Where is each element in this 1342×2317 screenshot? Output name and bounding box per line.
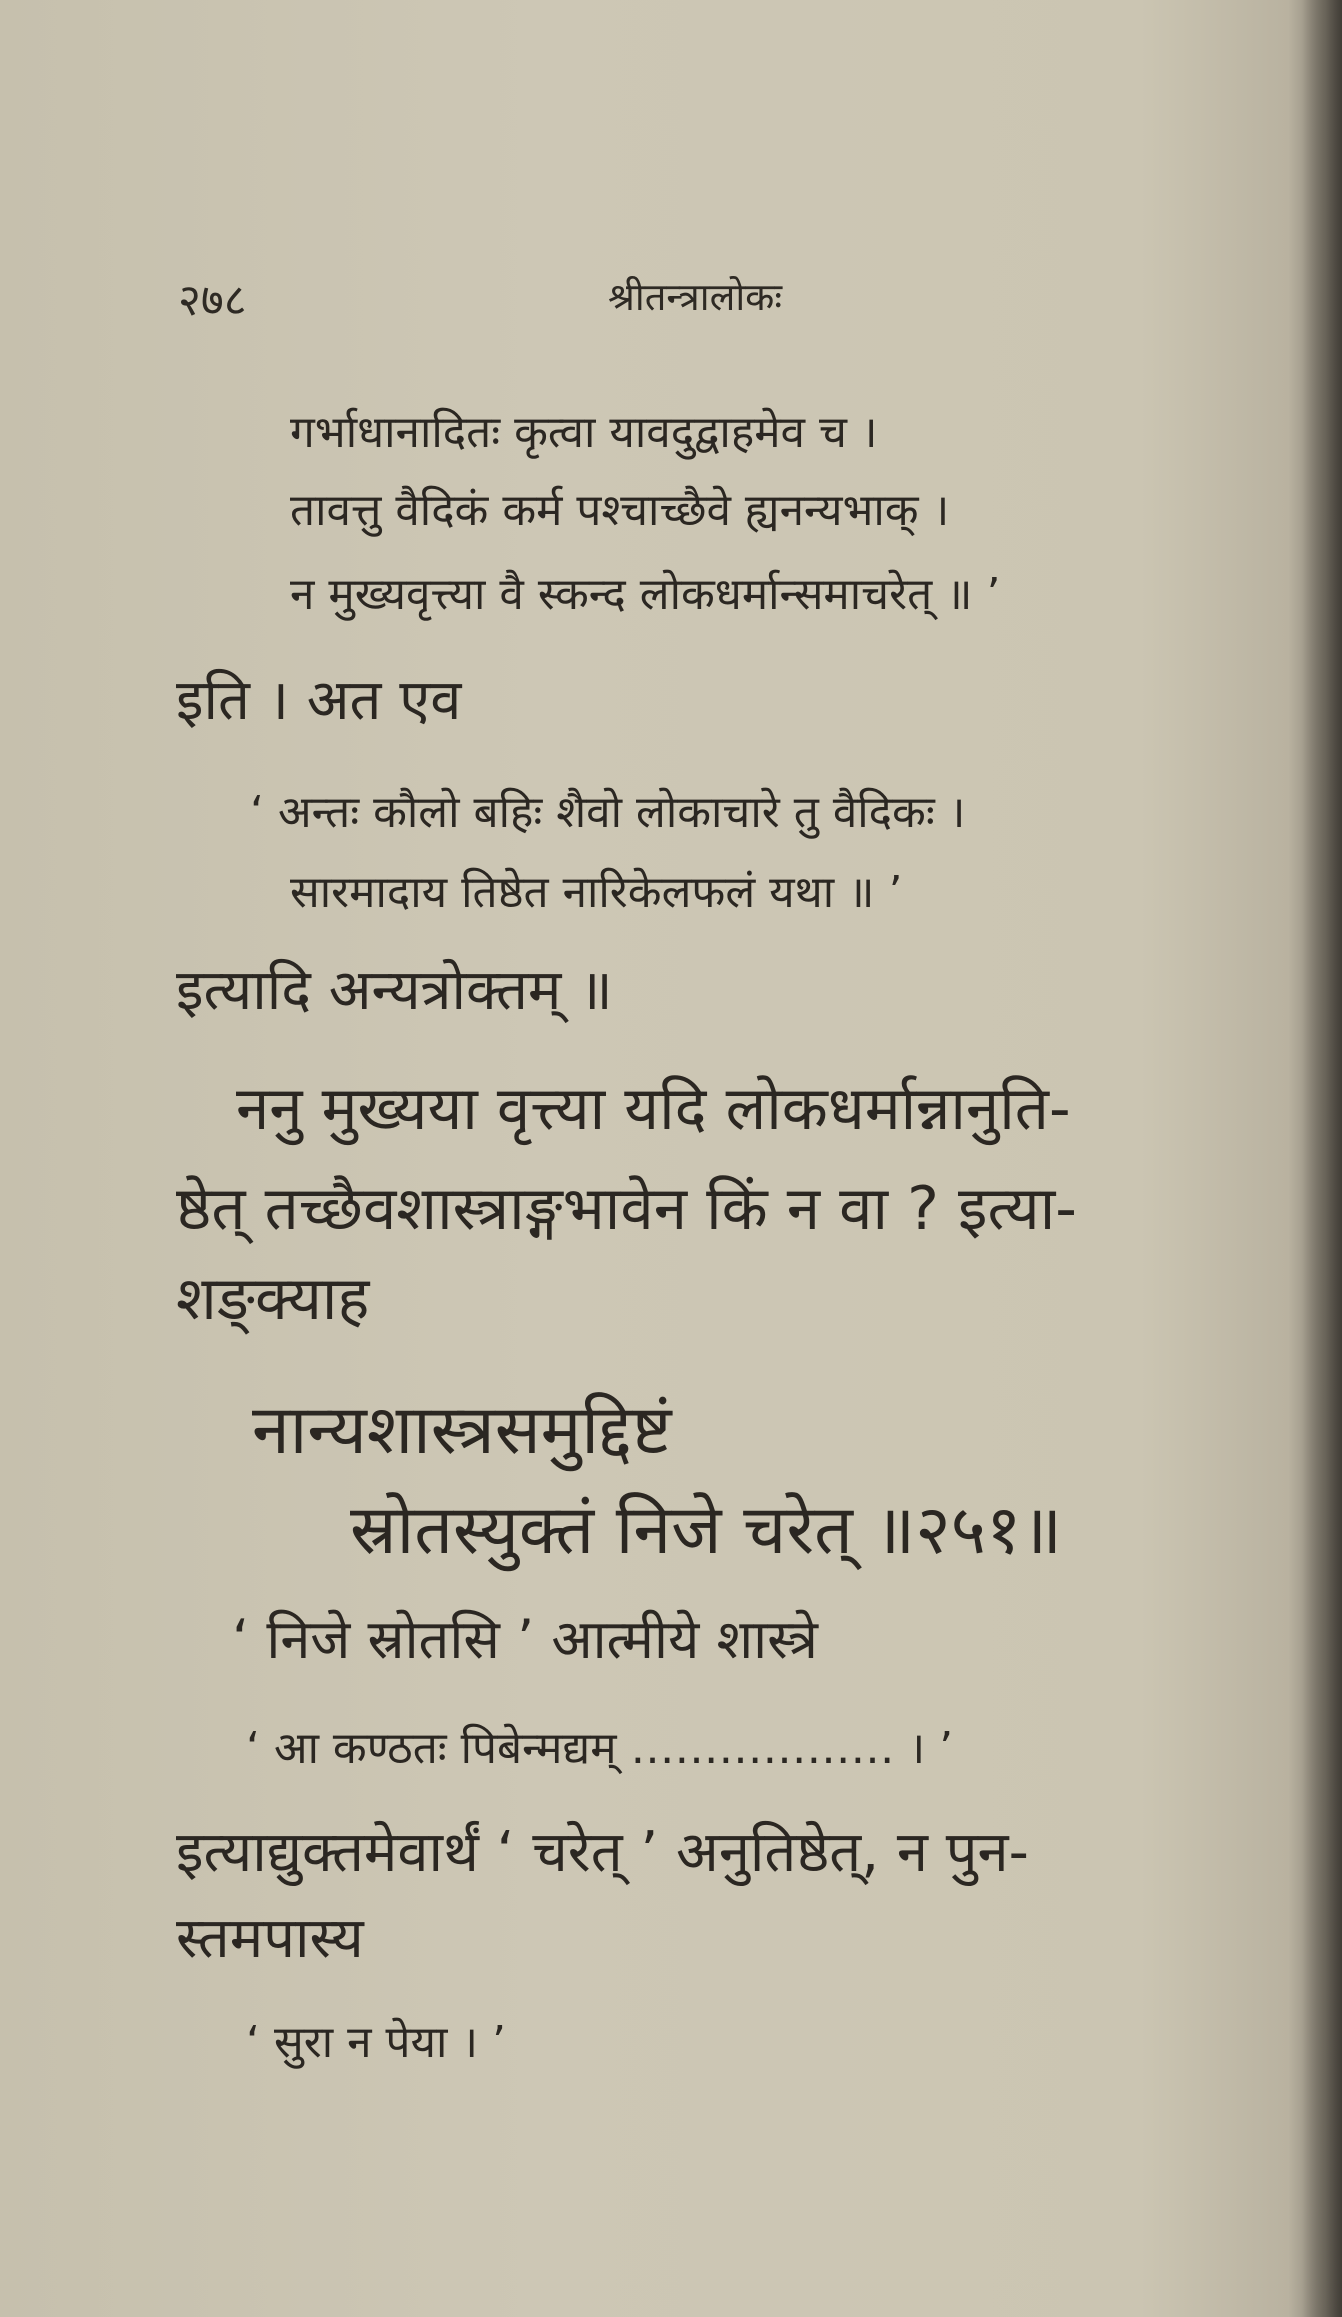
prose3-line1: ननु मुख्यया वृत्त्या यदि लोकधर्मान्नानुति- (236, 1074, 1071, 1144)
prose2: इत्यादि अन्यत्रोक्तम् ॥ (176, 958, 613, 1023)
quote2-line1: ‘ अन्तः कौलो बहिः शैवो लोकाचारे तु वैदिकः । (250, 787, 966, 838)
running-title: श्रीतन्त्रालोकः (608, 275, 783, 319)
quote1-line2: तावत्तु वैदिकं कर्म पश्चाच्छैवे ह्यनन्यभाक् । (290, 485, 950, 536)
page-edge-shadow (1302, 0, 1342, 2317)
gloss1: ‘ निजे स्रोतसि ’ आत्मीये शास्त्रे (232, 1608, 818, 1671)
quote4: ‘ सुरा न पेया । ’ (246, 2017, 507, 2068)
quote1-line3: न मुख्यवृत्त्या वै स्कन्द लोकधर्मान्समाचरेत् ॥ ’ (290, 569, 1001, 620)
quote3: ‘ आ कण्ठतः पिबेन्मद्यम् ……………… । ’ (246, 1723, 954, 1774)
quote1-line1: गर्भाधानादितः कृत्वा यावदुद्वाहमेव च । (290, 407, 878, 458)
karika-line2: स्रोतस्युक्तं निजे चरेत् ॥२५१॥ (350, 1491, 1063, 1570)
prose3-line3: शङ्क्याह (176, 1264, 370, 1334)
page-header (178, 268, 1178, 338)
prose1: इति । अत एव (176, 668, 462, 733)
karika-line1: नान्यशास्त्रसमुद्दिष्टं (252, 1391, 672, 1470)
prose4-line1: इत्याद्युक्तमेवार्थं ‘ चरेत् ’ अनुतिष्ठेत्, न पुन- (176, 1820, 1029, 1885)
prose4-line2: स्तमपास्य (176, 1906, 364, 1971)
page-number: २७८ (178, 275, 247, 326)
prose3-line2: ष्ठेत् तच्छैवशास्त्राङ्गभावेन किं न वा ? इत्या- (176, 1174, 1077, 1244)
quote2-line2: सारमादाय तिष्ठेत नारिकेलफलं यथा ॥ ’ (290, 867, 903, 918)
